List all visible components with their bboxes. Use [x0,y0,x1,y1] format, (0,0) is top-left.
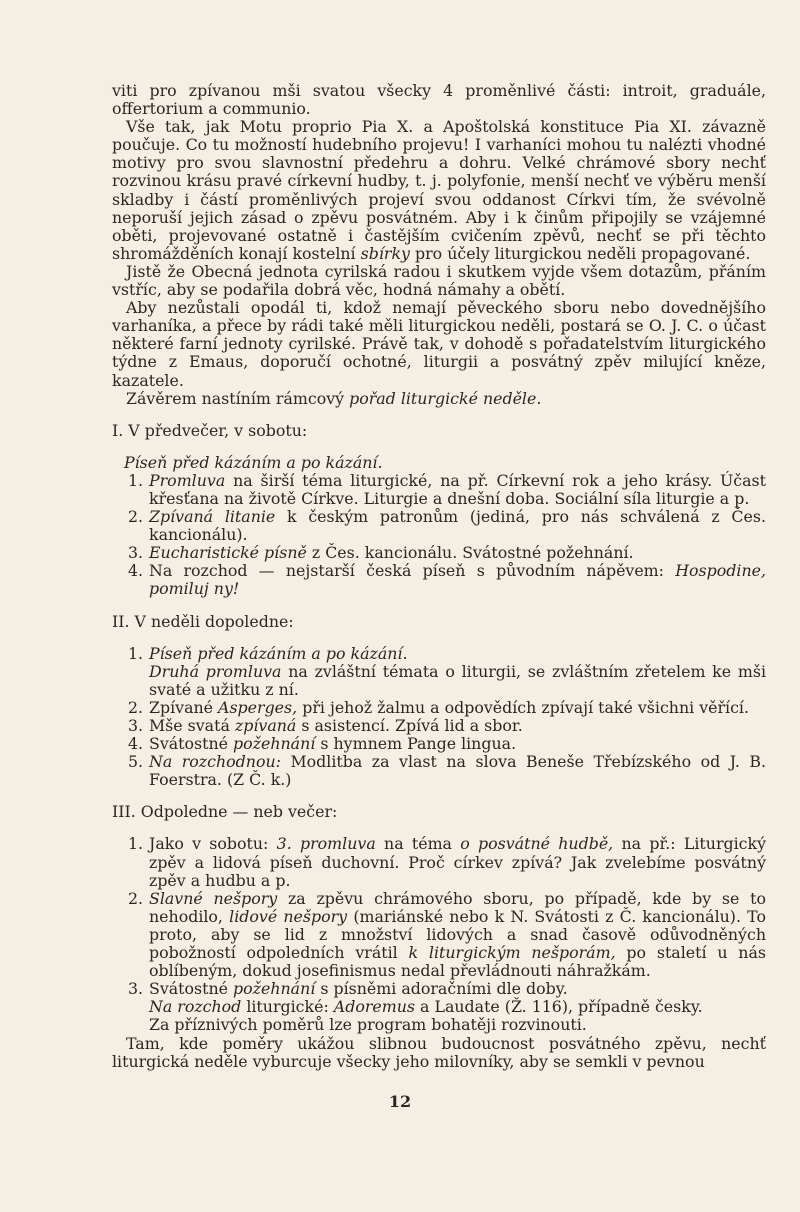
list-item: 1. Promluva na širší téma liturgické, na př. Církevní rok a jeho krásy. Účast křesťana na životě Církve. Liturgie a dnešní doba. Sociální síla liturgie a p. [128,470,766,508]
list-item: 1. Jako v sobotu: 3. promluva na téma o posvátné hudbě, na př.: Liturgický zpěv a lidová píseň duchovní. Proč církev zpívá? Jak zvelebíme posvátný zpěv a hudbu a p. [128,834,767,890]
intro-paragraph-3: Jistě že Obecná jednota cyrilská radou i skutkem vyjde všem dotazům, přáním vstříc, aby se podařila dobrá věc, hodná námahy a obětí. [112,261,766,300]
emphasis: pořad liturgické neděle. [349,388,542,408]
section-3-list [112,835,766,1034]
intro-paragraph-5: Závěrem nastíním rámcový pořad liturgické neděle. [126,388,542,408]
closing-paragraph: Tam, kde poměry ukážou slibnou budoucnost posvátného zpěvu, nechť liturgická neděle vyburcuje všecky jeho milovníky, aby se semkli v pevnou [112,1033,766,1071]
section-heading-2: II. V neděli dopoledne: [112,611,294,631]
list-item: 2. Zpívané Asperges, při jehož žalmu a odpovědích zpívají také všichni věřící. [128,697,750,717]
list-item: 4. Na rozchod — nejstarší česká píseň s původním nápěvem: Hospodine, pomiluj ny! [128,561,766,599]
list-item: 2. Slavné nešpory za zpěvu chrámového sboru, po případě, kde by se to nehodilo, lidové nešpory (mariánské nebo k N. Svátosti z Č. kancionálu). To proto, aby se lid z množství lidových a snad časově odůvodněných pobožností odpoledních vrátil k liturgickým nešporám, po staletí u nás oblíbeným, dokud josefinismus nedal převládnouti náhražkám. [128,888,766,981]
section-heading-3: III. Odpoledne — neb večer: [112,802,338,822]
intro-paragraph-1: viti pro zpívanou mši svatou všecky 4 proměnlivé části: introit, graduále, offertorium a communio. [112,81,766,119]
section-heading-1: I. V předvečer, v sobotu: [112,420,308,440]
list-item: 4. Svátostné požehnání s hymnem Pange lingua. [128,734,517,754]
intro-paragraph-4: Aby nezůstali opodál ti, kdož nemají pěveckého sboru nebo dovednějšího varhaníka, a přece by rádi také měli liturgickou neděli, postará se O. J. C. o účast některé farní jednoty cyrilské. Právě tak, v dohodě s pořadatelstvím liturgického týdne z Emaus, doporučí ochotné, liturgii a posvátný zpěv milující kněze, kazatele. [112,298,766,390]
list-item: 2. Zpívaná litanie k českým patronům (jediná, pro nás schválená z Čes. kancionálu). [128,507,766,545]
section-2-list [112,645,766,790]
list-item: 3. Eucharistické písně z Čes. kancionálu. Svátostné požehnání. [128,543,634,563]
list-item: 1. Píseň před kázáním a po kázání. Druhá promluva na zvláštní témata o liturgii, se zvláštním zřetelem ke mši svaté a užitku z ní. [128,643,766,699]
page-number: 12 [388,1092,412,1111]
section-1-list [112,472,766,599]
page-body [112,82,766,1071]
emphasis: sbírky [360,243,410,263]
list-item: 3. Svátostné požehnání s písněmi adoračními dle doby. Na rozchod liturgické: Adoremus a Laudate (Ž. 116), případně česky. Za příznivých poměrů lze program bohatěji rozvinouti. [128,979,703,1035]
section-1-subtitle: Píseň před kázáním a po kázání. [124,452,383,472]
list-item: 3. Mše svatá zpívaná s asistencí. Zpívá lid a sbor. [128,716,523,735]
list-item: 5. Na rozchodnou: Modlitba za vlast na slova Beneše Třebízského od J. B. Foerstra. (Z Č. k.) [128,752,766,790]
intro-paragraph-2: Vše tak, jak Motu proprio Pia X. a Apoštolská konstituce Pia XI. závazně poučuje. Co tu možností hudebního projevu! I varhaníci mohou tu nalézti vhodné motivy pro svou slavnostní předehru a dohru. Velké chrámové sbory nechť rozvinou krásu pravé církevní hudby, t. j. polyfonie, menší nechť ve výběru menší skladby i částí proměnlivých projeví svou oddanost Církvi tím, že svévolně neporuší jejich zásad o zpěvu posvátném. Aby i k činům připojily se vzájemné oběti, projevované ostatně i častějším cvičením zpěvů, nechť se při těchto shromážděních konají kostelní sbírky pro účely liturgickou neděli propagované. [112,117,766,263]
